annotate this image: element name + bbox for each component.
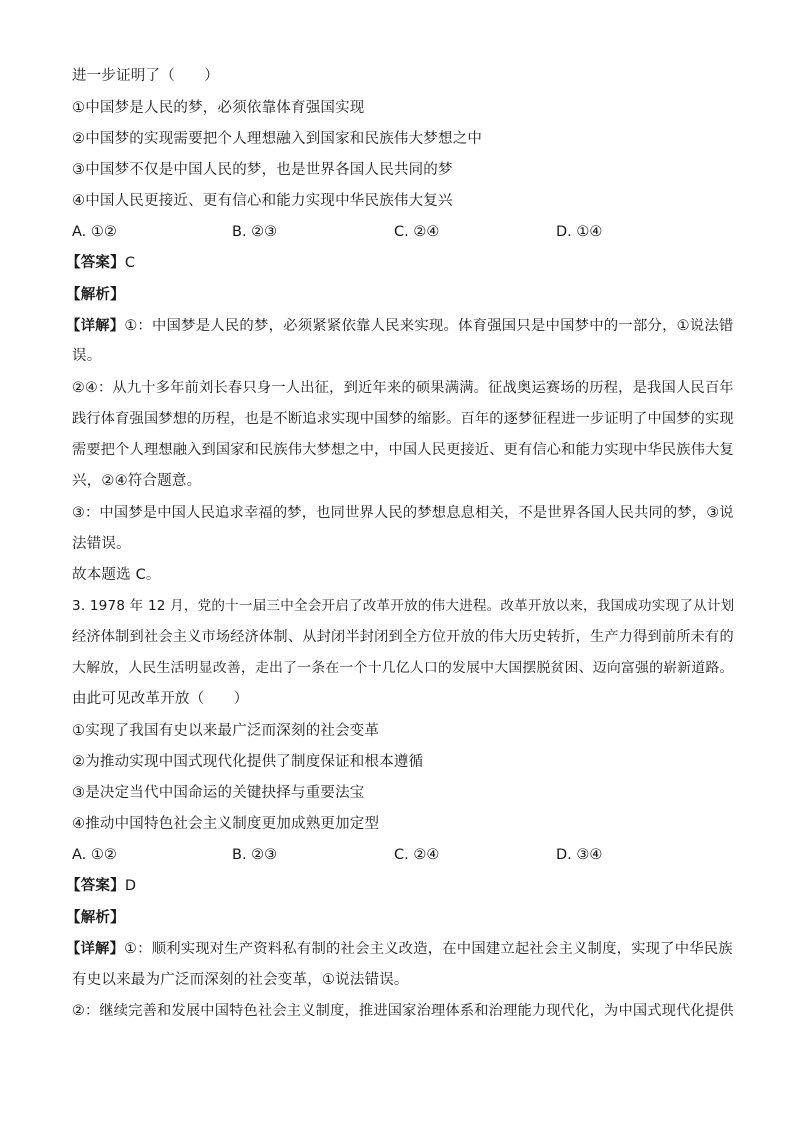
q3-detail-label: 【详解】 [66, 941, 125, 957]
q2-option-b: B. ②③ [232, 224, 278, 240]
q3-option-a: A. ①② [72, 847, 117, 863]
q2-detail-line-4: 践行体育强国梦想的历程，也是不断追求实现中国梦的缩影。百年的逐梦征程进一步证明了中国梦的实现 [72, 411, 734, 427]
q3-answer-label: 【答案】 [66, 878, 125, 894]
q2-item-1: ①中国梦是人民的梦，必须依靠体育强国实现 [72, 100, 365, 116]
q2-option-d: D. ①④ [556, 224, 603, 240]
q2-stem-tail: 进一步证明了（ ） [72, 68, 219, 84]
q3-answer-value: D [124, 878, 137, 894]
q3-item-3: ③是决定当代中国命运的关键抉择与重要法宝 [72, 785, 365, 801]
q3-item-2: ②为推动实现中国式现代化提供了制度保证和根本遵循 [72, 754, 424, 770]
q2-option-a: A. ①② [72, 224, 117, 240]
q2-detail-line-7: ③：中国梦是中国人民追求幸福的梦，也同世界人民的梦想息息相关，不是世界各国人民共同的梦，③说 [72, 505, 734, 521]
q2-detail-text-1: ①：中国梦是人民的梦，必须紧紧依靠人民来实现。体育强国只是中国梦中的一部分，①说法错 [124, 318, 734, 334]
q2-answer-label: 【答案】 [66, 255, 125, 271]
q3-detail-line-3: ②：继续完善和发展中国特色社会主义制度，推进国家治理体系和治理能力现代化，为中国式现代化提供 [72, 1003, 734, 1019]
q2-conclusion: 故本题选 C。 [72, 567, 161, 583]
q3-stem-line-3: 大解放，人民生活明显改善，走出了一条在一个十几亿人口的发展中大国摆脱贫困、迈向富强的崭新道路。 [72, 660, 734, 676]
q2-item-4: ④中国人民更接近、更有信心和能力实现中华民族伟大复兴 [72, 193, 453, 209]
q3-analysis-label: 【解析】 [66, 910, 125, 926]
q2-answer-value: C [124, 255, 136, 271]
q2-answer [66, 253, 135, 273]
q2-option-c: C. ②④ [394, 224, 440, 240]
q3-answer [66, 876, 136, 896]
q2-detail-line-1 [66, 316, 734, 336]
q3-item-1: ①实现了我国有史以来最广泛而深刻的社会变革 [72, 723, 380, 739]
q3-stem-line-4: 由此可见改革开放（ ） [72, 691, 249, 707]
q2-detail-line-3: ②④：从九十多年前刘长春只身一人出征，到近年来的硕果满满。征战奥运赛场的历程，是我国人民百年 [72, 380, 734, 396]
q2-detail-line-2: 误。 [72, 348, 102, 364]
q3-item-4: ④推动中国特色社会主义制度更加成熟更加定型 [72, 816, 380, 832]
q3-option-b: B. ②③ [232, 847, 278, 863]
q3-stem-line-1: 3. 1978 年 12 月，党的十一届三中全会开启了改革开放的伟大进程。改革开放以来，我国成功实现了从计划 [72, 598, 735, 614]
q2-analysis-label: 【解析】 [66, 287, 125, 303]
q2-detail-label: 【详解】 [66, 318, 125, 334]
q3-stem-line-2: 经济体制到社会主义市场经济体制、从封闭半封闭到全方位开放的伟大历史转折，生产力得到前所未有的 [72, 629, 734, 645]
q2-item-3: ③中国梦不仅是中国人民的梦，也是世界各国人民共同的梦 [72, 162, 453, 178]
q3-detail-line-2: 有史以来最为广泛而深刻的社会变革，①说法错误。 [72, 972, 409, 988]
q2-detail-line-8: 法错误。 [72, 536, 131, 552]
q3-option-c: C. ②④ [394, 847, 440, 863]
q2-detail-line-6: 兴，②④符合题意。 [72, 473, 202, 489]
q2-item-2: ②中国梦的实现需要把个人理想融入到国家和民族伟大梦想之中 [72, 131, 483, 147]
q3-option-d: D. ③④ [556, 847, 603, 863]
q2-detail-line-5: 需要把个人理想融入到国家和民族伟大梦想之中，中国人民更接近、更有信心和能力实现中华民族伟大复 [72, 442, 734, 458]
q3-detail-line-1 [66, 939, 733, 959]
q3-detail-text-1: ①：顺利实现对生产资料私有制的社会主义改造，在中国建立起社会主义制度，实现了中华民族 [124, 941, 733, 957]
